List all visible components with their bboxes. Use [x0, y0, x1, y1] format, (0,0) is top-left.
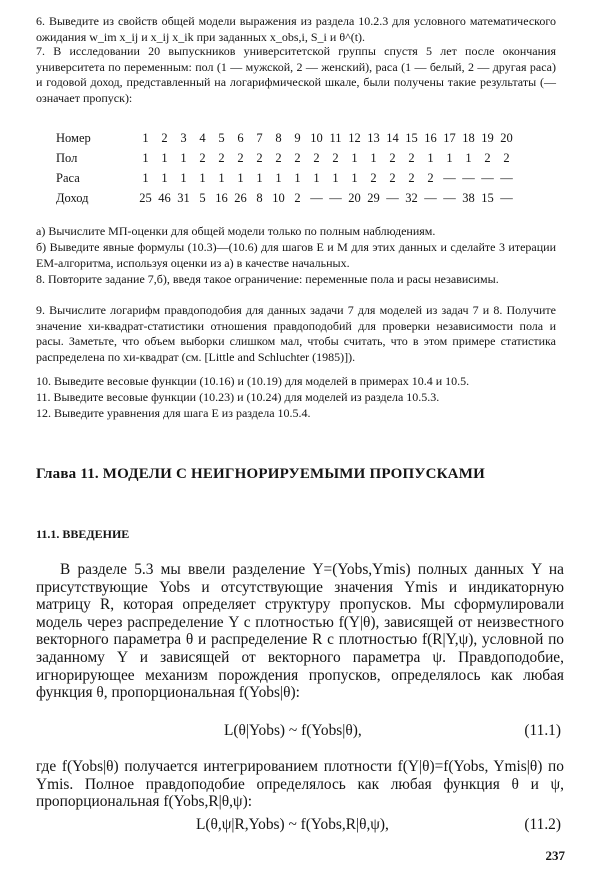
table-header-cell: 19 — [481, 131, 494, 145]
equation-number-11-2: (11.2) — [524, 816, 561, 833]
equation-11-2: L(θ,ψ|R,Yobs) ~ f(Yobs,R|θ,ψ), — [196, 816, 389, 833]
table-row-race — [56, 168, 516, 188]
table-cell: 1 — [142, 171, 149, 185]
table-cell: 2 — [408, 151, 415, 165]
table-cell: 32 — [405, 191, 418, 205]
table-cell: 2 — [237, 151, 244, 165]
graduates-data-table — [56, 128, 516, 208]
table-cell: — — [310, 191, 323, 205]
table-header-cell: 2 — [161, 131, 168, 145]
table-cell: — — [329, 191, 342, 205]
table-cell: 2 — [389, 171, 396, 185]
table-cell: — — [424, 191, 437, 205]
table-cell: 29 — [367, 191, 380, 205]
table-cell: 1 — [161, 151, 168, 165]
table-cell: 46 — [158, 191, 171, 205]
table-cell: 1 — [332, 171, 339, 185]
table-header-cell: 17 — [443, 131, 456, 145]
table-cell: 26 — [234, 191, 247, 205]
table-cell: — — [481, 171, 494, 185]
section-title: 11.1. ВВЕДЕНИЕ — [36, 527, 130, 541]
table-cell: 2 — [408, 171, 415, 185]
exercise-7a: а) Вычислите МП-оценки для общей модели только по полным наблюдениям. — [36, 224, 436, 238]
table-header-cell: 18 — [462, 131, 475, 145]
exercise-11: 11. Выведите весовые функции (10.23) и (10.24) для моделей из раздела 10.5.3. — [36, 390, 440, 404]
table-header-cell: 1 — [142, 131, 149, 145]
table-header-cell: 20 — [500, 131, 513, 145]
table-cell: 1 — [313, 171, 320, 185]
table-cell: 1 — [427, 151, 434, 165]
table-header-row — [56, 128, 516, 148]
exercise-7: 7. В исследовании 20 выпускников университетской группы спустя 5 лет после окончания университета по переменным: пол (1 — мужской, 2 — женский), раса (1 — белый, 2 — другая раса) и годовой доход, представленный на логарифмической шкале, были получены такие результаты (— означает пропуск): — [36, 44, 556, 105]
exercise-10: 10. Выведите весовые функции (10.16) и (10.19) для моделей в примерах 10.4 и 10.5. — [36, 374, 470, 388]
table-header-cell: 16 — [424, 131, 437, 145]
exercise-6: 6. Выведите из свойств общей модели выражения из раздела 10.2.3 для условного математического ожидания w_im x_ij и x_ij x_ik при заданных x_obs,i, S_i и θ^(t). — [36, 14, 556, 44]
table-cell: 2 — [503, 151, 510, 165]
chapter-title: Глава 11. МОДЕЛИ С НЕИГНОРИРУЕМЫМИ ПРОПУСКАМИ — [36, 466, 485, 482]
table-cell: 15 — [481, 191, 494, 205]
table-cell: — — [443, 171, 456, 185]
table-cell: 2 — [313, 151, 320, 165]
exercise-7b: б) Выведите явные формулы (10.3)—(10.6) для шагов E и M для этих данных и сделайте 3 итерации EM-алгоритма, используя оценки из а) в качестве начальных. — [36, 240, 556, 270]
equation-number-11-1: (11.1) — [524, 722, 561, 739]
table-cell: 1 — [275, 171, 282, 185]
table-cell: — — [500, 191, 513, 205]
table-cell: — — [500, 171, 513, 185]
table-header-cell: 7 — [256, 131, 263, 145]
table-cell: 1 — [199, 171, 206, 185]
page-number: 237 — [545, 848, 565, 863]
table-cell: 1 — [256, 171, 263, 185]
table-header-cell: 6 — [237, 131, 244, 145]
table-header-cell: 3 — [180, 131, 187, 145]
table-cell: 16 — [215, 191, 228, 205]
table-cell: — — [386, 191, 399, 205]
table-cell: 20 — [348, 191, 361, 205]
table-cell: 1 — [370, 151, 377, 165]
table-cell: 1 — [351, 171, 358, 185]
table-cell: 1 — [237, 171, 244, 185]
table-header-cell: 12 — [348, 131, 361, 145]
table-cell: 38 — [462, 191, 475, 205]
table-cell: 1 — [180, 151, 187, 165]
table-header-label: Номер — [56, 131, 91, 145]
table-cell: 2 — [256, 151, 263, 165]
table-cell: 2 — [218, 151, 225, 165]
table-header-cell: 15 — [405, 131, 418, 145]
table-cell: 2 — [332, 151, 339, 165]
table-header-cell: 5 — [218, 131, 225, 145]
intro-paragraph: В разделе 5.3 мы ввели разделение Y=(Yobs,Ymis) полных данных Y на присутствующие Yobs и отсутствующие значения Ymis и индикаторную матрицу R, которая определяет структуру пропусков. Мы сформулировали модель через распределение Y с плотностью f(Y|θ), зависящей от неизвестного векторного параметра θ и распределение R с плотностью f(R|Y,ψ), условной по заданному Y и зависящей от векторного параметра ψ. Правдоподобие, игнорирующее механизм порождения пропусков, определялось как любая функция θ, пропорциональная f(Yobs|θ): — [36, 561, 564, 702]
table-cell: — — [462, 171, 475, 185]
table-cell: 1 — [294, 171, 301, 185]
table-cell: 1 — [180, 171, 187, 185]
table-cell: 2 — [484, 151, 491, 165]
row-label: Раса — [56, 171, 80, 185]
table-cell: 25 — [139, 191, 152, 205]
table-header-cell: 10 — [310, 131, 323, 145]
table-cell: 8 — [256, 191, 263, 205]
table-cell: — — [443, 191, 456, 205]
exercise-9: 9. Вычислите логарифм правдоподобия для данных задачи 7 для моделей из задач 7 и 8. Получите значение хи-квадрат-статистики отношения правдоподобий для проверки независимости пола и расы. Заметьте, что объем выборки слишком мал, чтобы считать, что в этом примере статистика распределена по хи-квадрат (см. [Little and Schluchter (1985)]). — [36, 303, 556, 364]
table-header-cell: 4 — [199, 131, 206, 145]
table-cell: 2 — [389, 151, 396, 165]
continuation-paragraph: где f(Yobs|θ) получается интегрированием плотности f(Y|θ)=f(Yobs, Ymis|θ) по Ymis. Полное правдоподобие определялось как любая функция θ и ψ, пропорциональная f(Yobs,R|θ,ψ): — [36, 758, 564, 811]
exercise-8: 8. Повторите задание 7,б), введя такое ограничение: переменные пола и расы независимы. — [36, 272, 499, 286]
row-label: Доход — [56, 191, 89, 205]
table-row-sex — [56, 148, 516, 168]
table-row-income — [56, 188, 516, 208]
table-cell: 31 — [177, 191, 190, 205]
table-cell: 2 — [427, 171, 434, 185]
table-cell: 2 — [294, 151, 301, 165]
table-cell: 1 — [465, 151, 472, 165]
row-label: Пол — [56, 151, 78, 165]
table-header-cell: 8 — [275, 131, 282, 145]
table-cell: 10 — [272, 191, 285, 205]
table-cell: 1 — [351, 151, 358, 165]
equation-11-1: L(θ|Yobs) ~ f(Yobs|θ), — [224, 722, 362, 739]
table-header-cell: 14 — [386, 131, 399, 145]
table-cell: 2 — [370, 171, 377, 185]
table-cell: 2 — [294, 191, 301, 205]
table-header-cell: 11 — [329, 131, 342, 145]
table-cell: 2 — [199, 151, 206, 165]
table-cell: 1 — [446, 151, 453, 165]
table-cell: 1 — [142, 151, 149, 165]
table-cell: 2 — [275, 151, 282, 165]
table-cell: 1 — [161, 171, 168, 185]
table-cell: 5 — [199, 191, 206, 205]
exercise-12: 12. Выведите уравнения для шага E из раздела 10.5.4. — [36, 406, 311, 420]
table-header-cell: 13 — [367, 131, 380, 145]
table-header-cell: 9 — [294, 131, 301, 145]
table-cell: 1 — [218, 171, 225, 185]
